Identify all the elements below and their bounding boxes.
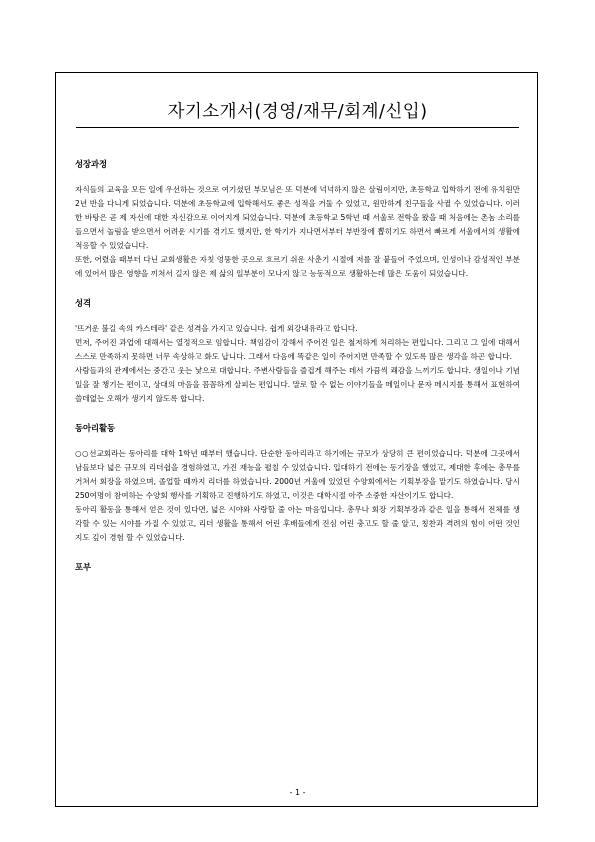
title-divider	[76, 127, 519, 128]
document-title: 자기소개서(경영/재무/회계/신입)	[167, 102, 428, 122]
growth-paragraph: 자식들의 교육을 모든 일에 우선하는 것으로 여기셨던 부모님은 또 덕분에 넉넉하지 않은 살림이지만, 초등학교 입학하기 전에 유치원만 2년 반을 다니게 되었습니다. 덕분에 초등학교에 입학해서도 좋은 성적을 거둘 수 있었고, 원만하게 친구들을 사귈 수 있었습니다. 이러한 바탕은 곧 제 자신에 대한 자신감으로 이어지게 되었습니다. 덕분에 초등학교 5학년 때 서울로 전학을 왔을 때 처음에는 촌놈 소리를 들으면서 놀림을 받으면서 어려운 시기를 겪기도 했지만, 한 학기가 지나면서부터 부반장에 뽑히기도 하면서 빠르게 서울에서의 생활에 적응할 수 있었습니다.	[75, 185, 520, 250]
page-number: - 1 -	[289, 788, 306, 797]
personality-paragraph: 먼저, 주어진 과업에 대해서는 열정적으로 임합니다. 책임감이 강해서 주어진 일은 철저하게 처리하는 편입니다. 그리고 그 일에 대해서 스스로 만족하지 못하면 너무 속상하고 화도 납니다. 그래서 다음에 똑같은 일이 주어지면 만족할 수 있도록 많은 생각을 하곤 합니다.	[75, 338, 520, 361]
growth-paragraph: 또한, 어렸을 때부터 다닌 교회생활은 자칫 엉뚱한 곳으로 흐르기 쉬운 사춘기 시절에 저를 잘 붙들어 주었으며, 인성이나 감성적인 부분에 있어서 많은 영향을 끼쳐서 길지 않은 제 삶의 일부분이 모나지 않고 능동적으로 생활하는데 많은 도움이 되었습니다.	[75, 255, 520, 278]
personality-paragraph: '뜨거운 불길 속의 카스테라' 같은 성격을 가지고 있습니다. 쉽게 외강내유라고 합니다.	[75, 324, 358, 333]
section-heading-club: 동아리활동	[75, 423, 116, 433]
personality-paragraph: 사람들과의 관계에서는 중간고 웃는 낯으로 대합니다. 주변사람들을 즐겁게 해주는 데서 가끔씩 쾌감을 느끼기도 합니다. 생일이나 기념일을 잘 챙기는 편이고, 상대의 마음을 꼼꼼하게 살피는 편입니다. 말로 할 수 없는 이야기들을 메일이나 문자 메시지를 통해서 표현하여 쓸데없는 오해가 생기지 않도록 합니다.	[75, 366, 520, 403]
section-heading-personality: 성격	[75, 298, 92, 308]
section-heading-growth: 성장과정	[75, 159, 108, 169]
document-body	[75, 158, 520, 573]
section-heading-ambition: 포부	[75, 562, 92, 572]
club-paragraph: 동아리 활동을 통해서 얻은 것이 있다면, 넓은 시야와 사랑할 줄 아는 마음입니다. 총무나 회장 기획부장과 같은 일을 통해서 전체를 생각할 수 있는 시야를 가질 수 있었고, 리더 생활을 통해서 어린 후배들에게 진심 어린 충고도 할 줄 알고, 칭찬과 격려의 힘이 어떤 것인지도 깊이 경험 할 수 있었습니다.	[75, 505, 520, 542]
club-paragraph: ○○선교회라는 동아리를 대학 1학년 때부터 했습니다. 단순한 동아리라고 하기에는 규모가 상당히 큰 편이었습니다. 덕분에 그곳에서 남들보다 넓은 규모의 리더쉽을 경험하였고, 가진 재능을 펼칠 수 있었습니다. 입대하기 전에는 동기장을 했었고, 제대한 후에는 총무를 거쳐서 회장을 하였으며, 졸업할 때까지 리더를 하였습니다. 2000년 겨울에 있었던 수양회에서는 기획부장을 맡기도 하였습니다. 당시 250여명이 참여하는 수양회 행사를 기획하고 진행하기도 하였고, 이것은 대학시절 아주 소중한 자산이기도 합니다.	[75, 449, 520, 500]
